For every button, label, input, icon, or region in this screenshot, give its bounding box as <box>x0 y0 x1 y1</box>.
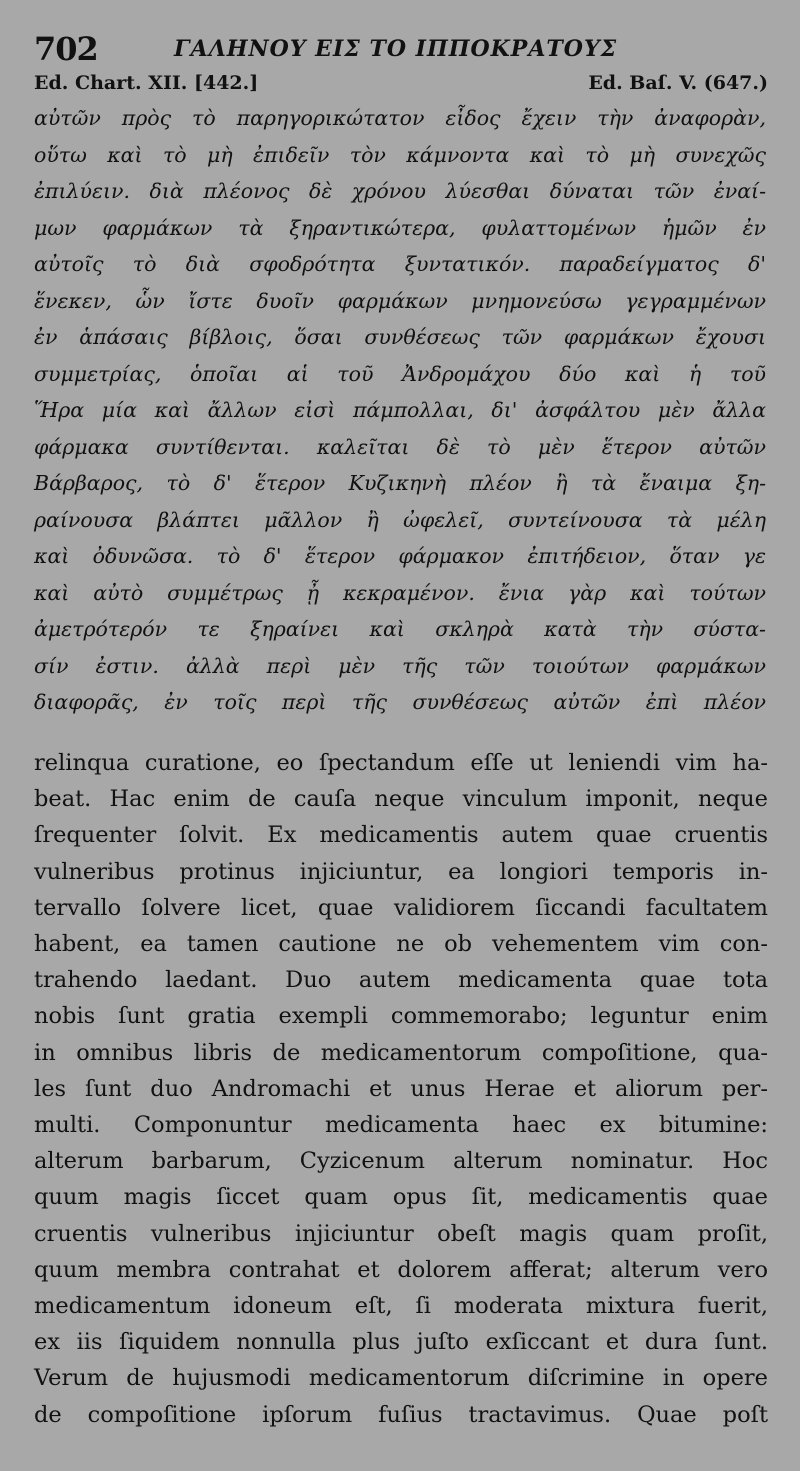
greek-text-line: Βάρβαρος, τὸ δ' ἕτερον Κυζικηνὴ πλέον ἢ τὰ ἔναιμα ξη- <box>34 471 766 495</box>
latin-text-line: multi. Componuntur medicamenta haec ex bitumine: <box>34 1112 768 1139</box>
greek-text-line: ἐν ἁπάσαις βίβλοις, ὅσαι συνθέσεως τῶν φαρμάκων ἔχουσι <box>34 325 766 349</box>
greek-text-line: συμμετρίας, ὁποῖαι αἱ τοῦ Ἀνδρομάχου δύο καὶ ἡ τοῦ <box>34 361 766 386</box>
greek-text-line: καὶ ὀδυνῶσα. τὸ δ' ἕτερον φάρμακον ἐπιτήδειον, ὅταν γε <box>34 544 766 568</box>
greek-text-line: αὐτοῖς τὸ διὰ σφοδρότητα ξυντατικόν. παραδείγματος δ' <box>34 252 766 276</box>
page-number: 702 <box>34 30 98 68</box>
running-title: ΓΑΛΗΝΟΥ ΕΙΣ ΤΟ ΙΠΠΟΚΡΑΤΟΥΣ <box>174 36 618 62</box>
greek-text-line: οὕτω καὶ τὸ μὴ ἐπιδεῖν τὸν κάμνοντα καὶ τὸ μὴ συνεχῶς <box>34 142 766 167</box>
latin-text-line: cruentis vulneribus injiciuntur obeſt magis quam proſit, <box>34 1220 768 1247</box>
greek-text-line: Ἥρα μία καὶ ἄλλων εἰσὶ πάμπολλαι, δι' ἀσφάλτου μὲν ἄλλα <box>34 398 766 422</box>
greek-text-line: διαφορᾶς, ἐν τοῖς περὶ τῆς συνθέσεως αὐτῶν ἐπὶ πλέον <box>34 690 766 714</box>
latin-text-line: tervallo ſolvere licet, quae validiorem ſiccandi facultatem <box>34 894 768 921</box>
edition-chartier: Ed. Chart. XII. [442.] <box>34 72 259 94</box>
latin-text-line: ſrequenter ſolvit. Ex medicamentis autem quae cruentis <box>34 822 768 849</box>
edition-references <box>34 72 768 102</box>
latin-text-line: medicamentum idoneum eſt, ſi moderata mixtura fuerit, <box>34 1293 768 1320</box>
greek-text-line: καὶ αὐτὸ συμμέτρως ᾖ κεκραμένον. ἔνια γὰρ καὶ τούτων <box>34 580 766 605</box>
latin-text-line: nobis ſunt gratia exempli commemorabo; leguntur enim <box>34 1003 768 1030</box>
greek-text-line: ἕνεκεν, ὧν ἴστε δυοῖν φαρμάκων μνημονεύσω γεγραμμένων <box>34 288 766 313</box>
page-header <box>34 30 770 70</box>
latin-text-line: vulneribus protinus injiciuntur, ea longiori temporis in- <box>34 858 768 885</box>
greek-text-line: φάρμακα συντίθενται. καλεῖται δὲ τὸ μὲν ἕτερον αὐτῶν <box>34 434 766 459</box>
latin-text-line: in omnibus libris de medicamentorum compoſitione, qua- <box>34 1039 768 1066</box>
latin-text-block <box>34 745 768 1433</box>
latin-text-line: quum membra contrahat et dolorem afferat; alterum vero <box>34 1256 768 1283</box>
latin-text-line: quum magis ſiccet quam opus ſit, medicamentis quae <box>34 1184 768 1211</box>
greek-text-block <box>34 100 766 721</box>
greek-text-line: μων φαρμάκων τὰ ξηραντικώτερα, φυλαττομένων ἡμῶν ἐν <box>34 215 766 240</box>
latin-text-line: les ſunt duo Andromachi et unus Herae et aliorum per- <box>34 1075 768 1102</box>
latin-text-line: alterum barbarum, Cyzicenum alterum nominatur. Hoc <box>34 1148 768 1175</box>
latin-text-line: trahendo laedant. Duo autem medicamenta quae tota <box>34 967 768 994</box>
latin-text-line: ex iis ſiquidem nonnulla plus juſto exſiccant et dura ſunt. <box>34 1329 768 1356</box>
greek-text-line: σίν ἐστιν. ἀλλὰ περὶ μὲν τῆς τῶν τοιούτων φαρμάκων <box>34 653 766 678</box>
greek-text-line: ραίνουσα βλάπτει μᾶλλον ἢ ὠφελεῖ, συντείνουσα τὰ μέλη <box>34 507 766 532</box>
latin-text-line: relinqua curatione, eo ſpectandum eſſe ut leniendi vim ha- <box>34 750 768 776</box>
greek-text-line: αὐτῶν πρὸς τὸ παρηγορικώτατον εἶδος ἔχειν τὴν ἀναφορὰν, <box>34 106 766 130</box>
greek-text-line: ἐπιλύειν. διὰ πλέονος δὲ χρόνου λύεσθαι δύναται τῶν ἐναί- <box>34 179 766 203</box>
latin-text-line: habent, ea tamen cautione ne ob vehementem vim con- <box>34 931 768 958</box>
latin-text-line: beat. Hac enim de cauſa neque vinculum imponit, neque <box>34 786 768 813</box>
latin-text-line: Verum de hujusmodi medicamentorum diſcrimine in opere <box>34 1365 768 1392</box>
edition-basel: Ed. Baſ. V. (647.) <box>588 72 768 94</box>
latin-text-line: de compoſitione ipſorum fuſius tractavimus. Quae poſt <box>34 1401 768 1428</box>
greek-text-line: ἀμετρότερόν τε ξηραίνει καὶ σκληρὰ κατὰ τὴν σύστα- <box>34 617 766 641</box>
